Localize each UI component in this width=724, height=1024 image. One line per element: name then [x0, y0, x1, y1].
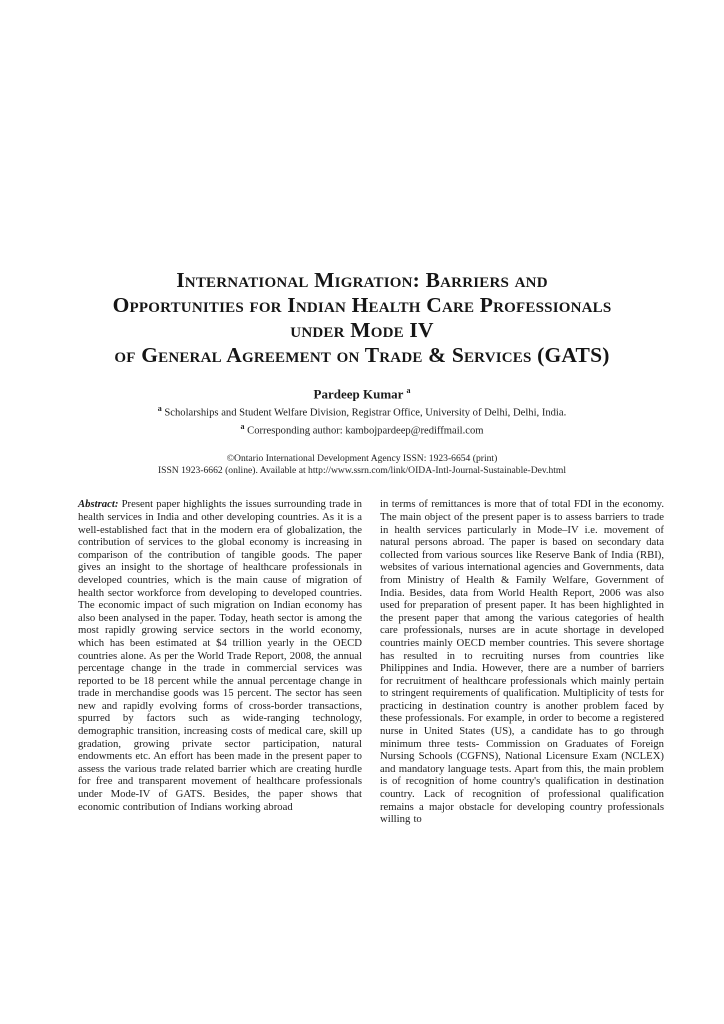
left-column [78, 498, 362, 825]
paper-title [0, 0, 724, 368]
author-affiliation [0, 402, 724, 420]
author-name [0, 383, 724, 402]
author-name-text: Pardeep Kumar [313, 386, 404, 402]
corresponding-author-line [0, 420, 724, 438]
author-block [0, 383, 724, 438]
abstract-right-text: in terms of remittances is more that of total FDI in the economy. The main object of the present paper is to assess barriers to trade in health services particularly in Mode–IV i.e. movement of natural persons abroad. The paper is based on secondary data collected from various sources like Reserve Bank of India (RBI), websites of various international agencies and Governments, data from Ministry of Health & Family Welfare, Government of India. Besides, data from World Health Report, 2006 was also used for preparation of present paper. It has been highlighted in the present paper that among the various categories of health care professionals, nurses are in acute shortage in developed countries mainly OECD member countries. This severe shortage has resulted in to recruiting nurses from countries like Philippines and India. However, there are a number of barriers for recruitment of healthcare professionals which mainly pertain to stringent requirements of qualification. Multiplicity of tests for practicing in destination country is another problem faced by these professionals. For example, in order to become a registered nurse in United States (US), a candidate has to go through minimum three tests- Commission on Graduates of Foreign Nursing Schools (CGFNS), National Licensure Exam (NCLEX) and mandatory language tests. Apart from this, the main problem is of recognition of home country's qualification in destination country. Lack of recognition of professional qualification remains a major obstacle for developing country professionals willing to [380, 498, 664, 826]
title-line-1: International Migration: Barriers and [176, 268, 548, 292]
author-affiliation-marker: a [406, 386, 411, 395]
abstract-left-text: Present paper highlights the issues surrounding trade in health services in India and other developing countries. As it is a well-established fact that in the modern era of globalization, the contribution of services to the global economy is increasing in comparison of the contribution of tangible goods. The paper gives an insight to the shortage of healthcare professionals in developed countries, which is the main cause of migration of health sector workforce from developing to developed countries. The economic impact of such migration on Indian economy has also been analysed in the paper. Today, heath sector is among the most rapidly growing service sectors in the world economy, which has been estimated at $4 trillion yearly in the OECD countries alone. As per the World Trade Report, 2008, the annual percentage change in the trade in commercial services was reported to be 18 percent while the annual percentage change in trade in merchandise goods was 15 percent. The sector has seen new and rapidly evolving forms of cross-border transactions, spurred by factors such as wide-ranging technology, demographic transition, increasing costs of medical care, skill up gradation, growing private sector participation, natural endowments etc. An effort has been made in the present paper to assess the various trade related barrier which are creating hurdle for free and transparent movement of healthcare professionals under Mode-IV of GATS. Besides, the paper shows that economic contribution of Indians working abroad [78, 498, 362, 813]
abstract-body [78, 498, 664, 825]
affiliation-marker: a [157, 404, 162, 414]
abstract-paragraph-left [78, 498, 362, 813]
corresponding-label: Corresponding author: [247, 425, 343, 437]
abstract-label: Abstract: [78, 498, 119, 511]
corresponding-marker: a [240, 422, 245, 432]
corresponding-email: kambojpardeep@rediffmail.com [345, 425, 484, 437]
title-line-4: of General Agreement on Trade & Services (GATS) [114, 343, 610, 367]
right-column [380, 498, 664, 825]
publisher-issn-online-url: ISSN 1923-6662 (online). Available at http://www.ssrn.com/link/OIDA-Intl-Journal-Sustainable-Dev.html [157, 465, 567, 477]
title-line-3: under Mode IV [290, 318, 434, 342]
publisher-block [0, 453, 724, 477]
publisher-issn-print: ©Ontario International Development Agency ISSN: 1923-6654 (print) [226, 453, 498, 465]
affiliation-text: Scholarships and Student Welfare Division, Registrar Office, University of Delhi, Delhi, India. [164, 407, 567, 419]
abstract-paragraph-right [380, 498, 664, 825]
title-line-2: Opportunities for Indian Health Care Professionals [112, 293, 612, 317]
